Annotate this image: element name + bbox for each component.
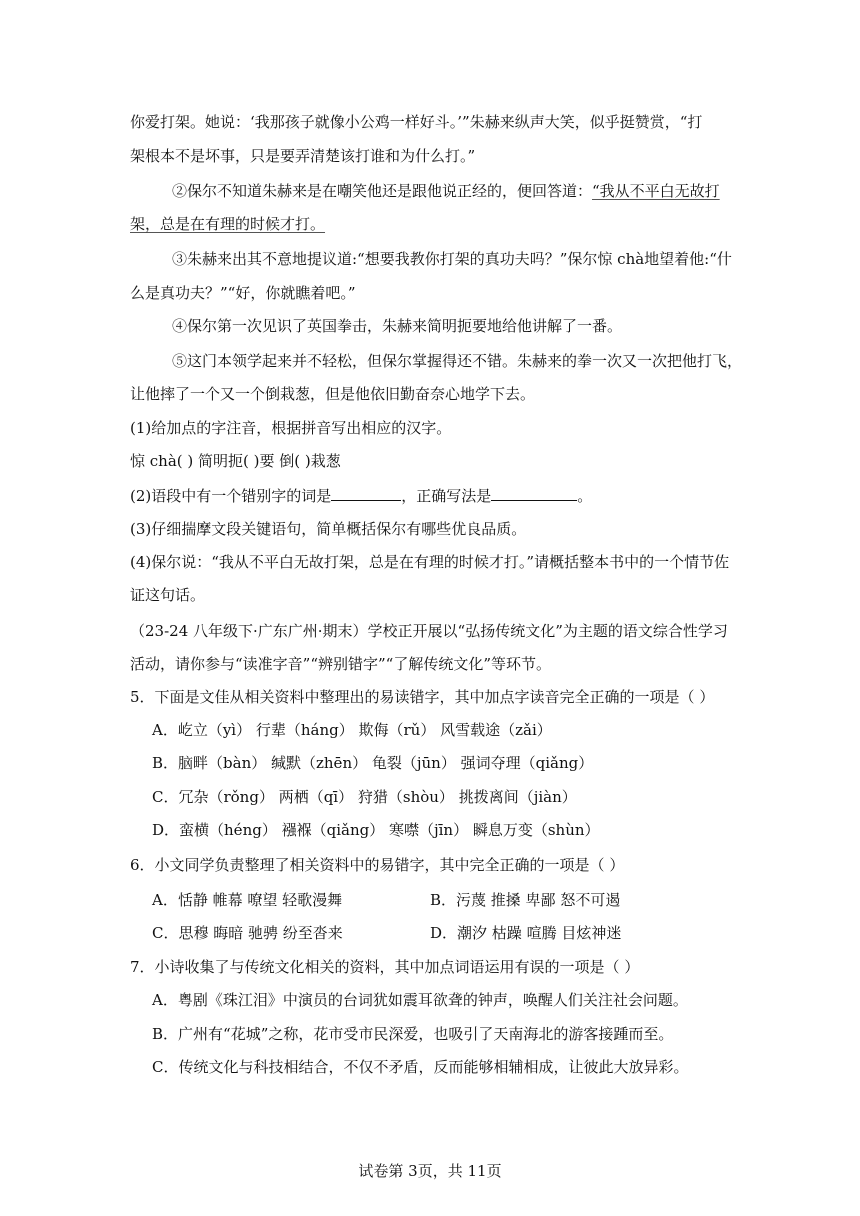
option-b[interactable]: B．脑畔（bàn） 缄默（zhēn） 龟裂（jūn） 强词夺理（qiǎng） — [152, 754, 594, 772]
answer-blank[interactable] — [491, 486, 577, 501]
page-footer: 试卷第 3页，共 11页 — [358, 1162, 502, 1180]
passage-line: 架根本不是坏事，只是要弄清楚该打谁和为什么打。” — [130, 147, 476, 165]
option-c[interactable]: C．思穆 晦暗 驰骋 纷至沓来 — [152, 924, 343, 942]
passage-line: 么是真功夫？”“好，你就瞧着吧。” — [130, 284, 356, 302]
option-a[interactable]: A．粤剧《珠江泪》中演员的台词犹如震耳欲聋的钟声，唤醒人们关注社会问题。 — [152, 991, 688, 1009]
option-a[interactable]: A．恬静 帷幕 嘹望 轻歌漫舞 — [152, 891, 343, 909]
question-2 — [130, 486, 592, 506]
question-6-stem: 6．小文同学负责整理了相关资料中的易错字，其中完全正确的一项是（ ） — [130, 856, 625, 874]
passage-line: 让他摔了一个又一个倒栽葱，但是他依旧勤奋奈心地学下去。 — [130, 385, 536, 403]
question-text: ，正确写法是 — [401, 487, 492, 505]
passage-text: ②保尔不知道朱赫来是在嘲笑他还是跟他说正经的，便回答道： — [172, 182, 593, 200]
question-3: (3)仔细揣摩文段关键语句，简单概括保尔有哪些优良品质。 — [130, 520, 527, 538]
question-text: 。 — [577, 487, 593, 505]
question-4: (4)保尔说：“我从不平白无故打架，总是在有理的时候才打。”请概括整本书中的一个情节佐 — [130, 553, 730, 571]
passage-paragraph-5: ⑤这门本领学起来并不轻松，但保尔掌握得还不错。朱赫来的拳一次又一次把他打飞， — [172, 352, 743, 370]
section-intro: 活动，请你参与“读准字音”“辨别错字”“了解传统文化”等环节。 — [130, 655, 552, 673]
question-5-stem: 5．下面是文佳从相关资料中整理出的易读错字，其中加点字读音完全正确的一项是（ ） — [130, 688, 715, 706]
underlined-quote: “我从不平白无故打 — [592, 182, 720, 200]
question-1: (1)给加点的字注音，根据拼音写出相应的汉字。 — [130, 419, 452, 437]
passage-paragraph-4: ④保尔第一次见识了英国拳击，朱赫来简明扼要地给他讲解了一番。 — [172, 317, 623, 335]
section-intro: （23-24 八年级下·广东广州·期末）学校正开展以“弘扬传统文化”为主题的语文综合性学习 — [130, 622, 728, 640]
underlined-quote: 架，总是在有理的时候才打。 — [130, 215, 326, 233]
option-d[interactable]: D．潮汐 枯躁 喧腾 目炫神迷 — [430, 924, 622, 942]
passage-paragraph-2 — [172, 181, 720, 201]
passage-line: 你爱打架。她说：‘我那孩子就像小公鸡一样好斗。’”朱赫来纵声大笑，似乎挺赞赏，“打 — [130, 113, 703, 131]
passage-line — [130, 214, 325, 234]
option-d[interactable]: D．蛮横（héng） 襁褓（qiǎng） 寒噤（jīn） 瞬息万变（shùn） — [152, 821, 600, 839]
option-b[interactable]: B．污蔑 推搡 卑鄙 怒不可遏 — [430, 891, 621, 909]
passage-paragraph-3: ③朱赫来出其不意地提议道:“想要我教你打架的真功夫吗？”保尔惊 chà地望着他:“什 — [172, 250, 732, 268]
answer-blank[interactable] — [331, 486, 401, 501]
option-a[interactable]: A．屹立（yì） 行辈（háng） 欺侮（rǔ） 风雪载途（zǎi） — [152, 721, 552, 739]
option-b[interactable]: B．广州有“花城”之称，花市受市民深爱，也吸引了天南海北的游客接踵而至。 — [152, 1025, 674, 1043]
option-c[interactable]: C．传统文化与科技相结合，不仅不矛盾，反而能够相辅相成，让彼此大放异彩。 — [152, 1058, 689, 1076]
question-4-cont: 证这句话。 — [130, 586, 206, 604]
option-c[interactable]: C．冗杂（rǒng） 两栖（qī） 狩猎（shòu） 挑拨离间（jiàn） — [152, 788, 577, 806]
question-1-items: 惊 chà( ) 简明扼( )要 倒( )栽葱 — [130, 452, 341, 470]
question-7-stem: 7．小诗收集了与传统文化相关的资料，其中加点词语运用有误的一项是（ ） — [130, 958, 640, 976]
question-text: (2)语段中有一个错别字的词是 — [130, 487, 332, 505]
